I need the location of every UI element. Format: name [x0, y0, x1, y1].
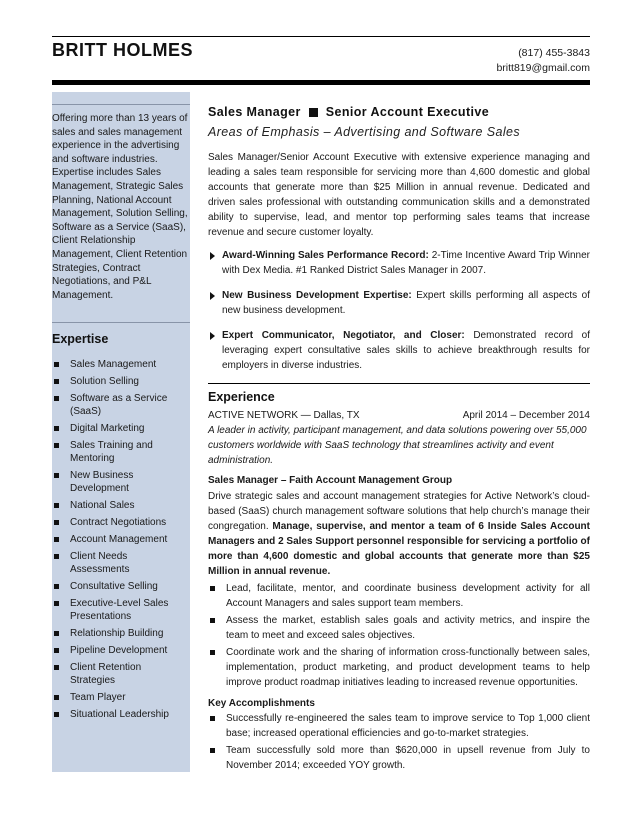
- skill-item: [52, 516, 188, 529]
- accomplishment-item: [208, 743, 590, 773]
- square-bullet-icon: [54, 537, 59, 542]
- square-bullet-icon: [54, 584, 59, 589]
- duty-item-text: Assess the market, establish sales goals and activity metrics, and inspire the team to meet and exceed sales objectives.: [226, 615, 590, 641]
- triangle-bullet-icon: [210, 252, 215, 260]
- skill-item-text: Sales Management: [70, 359, 157, 370]
- employer-row: [208, 410, 590, 421]
- skill-item-text: Executive-Level Sales Presentations: [70, 598, 169, 622]
- skill-item: [52, 533, 188, 546]
- phone-number: (817) 455-3843: [518, 47, 590, 59]
- square-bullet-icon: [210, 716, 215, 721]
- duty-item-text: Coordinate work and the sharing of information cross-functionally between sales, implementation, product marketing, and product development teams to help improve product roadmap initiatives leading to increased revenue opportunities.: [226, 647, 590, 688]
- title-left: Sales Manager: [208, 105, 301, 119]
- professional-summary: Sales Manager/Senior Account Executive with extensive experience managing and leading a sales team responsible for servicing more than 4,600 domestic and global accounts that generate more than $25 Million in annual revenue. Dedicated and driven sales professional with outstanding communication skills and a demonstrated ability to supervise, lead, and mentor top performing sales teams that increase revenue and secure customer loyalty.: [208, 152, 590, 238]
- triangle-bullet-icon: [210, 292, 215, 300]
- highlight-item: [208, 328, 590, 373]
- square-bullet-icon: [210, 650, 215, 655]
- square-bullet-icon: [210, 586, 215, 591]
- skill-item-text: Client Retention Strategies: [70, 662, 142, 686]
- square-bullet-icon: [54, 443, 59, 448]
- sidebar: [52, 92, 190, 772]
- expertise-heading: Expertise: [52, 332, 109, 346]
- square-bullet-icon: [54, 503, 59, 508]
- highlight-item: [208, 288, 590, 318]
- highlight-text: Expert skills performing all aspects of new business development.: [222, 290, 591, 316]
- skill-item-text: Relationship Building: [70, 628, 164, 639]
- skill-item: [52, 422, 188, 435]
- square-bullet-icon: [210, 618, 215, 623]
- main-content: [208, 104, 590, 775]
- duty-item: [208, 581, 590, 611]
- sidebar-top-rule: [52, 104, 190, 105]
- highlight-text: 2-Time Incentive Award Trip Winner with Dex Media. #1 Ranked District Sales Manager in 2007.: [222, 250, 590, 276]
- skill-item: [52, 661, 188, 687]
- duty-item: [208, 613, 590, 643]
- duties-list: [208, 581, 590, 690]
- resume-header: [52, 40, 590, 78]
- employment-dates: April 2014 – December 2014: [462, 410, 590, 421]
- role-description-plain: Drive strategic sales and account management strategies for Active Network’s cloud-based (SaaS) church management software solutions that help church’s manage their congregation.: [208, 491, 590, 532]
- skill-item-text: New Business Development: [70, 470, 134, 494]
- areas-of-emphasis: Areas of Emphasis – Advertising and Software Sales: [208, 125, 521, 139]
- skill-item-text: Account Management: [70, 534, 168, 545]
- square-bullet-icon: [54, 648, 59, 653]
- accomplishment-item: [208, 711, 590, 741]
- contact-block: [496, 46, 590, 76]
- skill-item-text: Team Player: [70, 692, 126, 703]
- square-bullet-icon: [210, 748, 215, 753]
- sidebar-divider: [52, 322, 190, 323]
- role-description: [208, 489, 590, 579]
- skill-item-text: Consultative Selling: [70, 581, 158, 592]
- highlights-list: [208, 248, 590, 373]
- square-bullet-icon: [54, 379, 59, 384]
- candidate-name: BRITT HOLMES: [52, 40, 193, 60]
- square-bullet-icon: [54, 601, 59, 606]
- square-bullet-icon: [54, 473, 59, 478]
- square-separator-icon: [309, 108, 318, 117]
- skill-item-text: Digital Marketing: [70, 423, 145, 434]
- highlight-label: New Business Development Expertise:: [222, 290, 412, 301]
- accomplishment-item-text: Successfully re-engineered the sales team to improve service to Top 1,000 client base; increased operational efficiencies and go-to-market strategies.: [226, 713, 590, 739]
- skill-item: [52, 469, 188, 495]
- title-right: Senior Account Executive: [325, 105, 490, 119]
- square-bullet-icon: [54, 665, 59, 670]
- skill-item: [52, 691, 188, 704]
- square-bullet-icon: [54, 426, 59, 431]
- header-bottom-rule: [52, 80, 590, 85]
- triangle-bullet-icon: [210, 332, 215, 340]
- skill-item: [52, 499, 188, 512]
- skill-item: [52, 597, 188, 623]
- skill-item: [52, 644, 188, 657]
- experience-rule: [208, 383, 590, 384]
- square-bullet-icon: [54, 396, 59, 401]
- square-bullet-icon: [54, 695, 59, 700]
- duty-item: [208, 645, 590, 690]
- accomplishments-heading: Key Accomplishments: [208, 698, 315, 709]
- skill-item: [52, 627, 188, 640]
- skill-item: [52, 580, 188, 593]
- skill-item: [52, 708, 188, 721]
- square-bullet-icon: [54, 554, 59, 559]
- highlight-label: Expert Communicator, Negotiator, and Closer:: [222, 330, 465, 341]
- skill-item-text: Client Needs Assessments: [70, 551, 130, 575]
- skill-item-text: Contract Negotiations: [70, 517, 167, 528]
- square-bullet-icon: [54, 520, 59, 525]
- accomplishments-list: [208, 711, 590, 773]
- job-title-row: [208, 104, 590, 120]
- accomplishment-item-text: Team successfully sold more than $620,000 in upsell revenue from July to November 2014; exceeded YOY growth.: [226, 745, 590, 771]
- skill-item: [52, 550, 188, 576]
- experience-heading: Experience: [208, 390, 275, 404]
- email-address: britt819@gmail.com: [496, 62, 590, 74]
- square-bullet-icon: [54, 631, 59, 636]
- skill-item: [52, 358, 188, 371]
- duty-item-text: Lead, facilitate, mentor, and coordinate business development activity for all Account Managers and sales support team members.: [226, 583, 590, 609]
- role-description-bold: Manage, supervise, and mentor a team of 6 Inside Sales Account Managers and 2 Sales Support personnel responsible for servicing a portfolio of more than 4,600 domestic and global accounts that generate more than $25 Million in annual revenue.: [208, 521, 590, 577]
- skill-item-text: Situational Leadership: [70, 709, 169, 720]
- role-title: Sales Manager – Faith Account Management Group: [208, 475, 453, 486]
- skill-item: [52, 392, 188, 418]
- square-bullet-icon: [54, 712, 59, 717]
- skill-item-text: Solution Selling: [70, 376, 139, 387]
- skill-item: [52, 439, 188, 465]
- skill-item-text: Sales Training and Mentoring: [70, 440, 153, 464]
- employer-name: ACTIVE NETWORK — Dallas, TX: [208, 410, 360, 421]
- header-top-rule: [52, 36, 590, 37]
- highlight-item: [208, 248, 590, 278]
- sidebar-summary-text: Offering more than 13 years of sales and sales management experience in the advertising and software industries. Expertise includes Sales Management, Strategic Sales Planning, National Account Management, Solution Selling, Software as a Service (SaaS), Client Relationship Management, Client Retention Strategies, Contract Negotiations, and P&L Management.: [52, 113, 188, 301]
- square-bullet-icon: [54, 362, 59, 367]
- skill-item-text: National Sales: [70, 500, 135, 511]
- employer-description: A leader in activity, participant management, and data solutions powering over 55,000 customers worldwide with SaaS technology that streamlines activity and event administration.: [208, 425, 587, 466]
- skill-item-text: Software as a Service (SaaS): [70, 393, 168, 417]
- highlight-text: Demonstrated record of leveraging expert consultative sales skills to achieve breakthrough results for employers in diverse industries.: [222, 330, 590, 371]
- sidebar-summary: [52, 112, 188, 302]
- skill-item: [52, 375, 188, 388]
- skill-item-text: Pipeline Development: [70, 645, 168, 656]
- highlight-label: Award-Winning Sales Performance Record:: [222, 250, 429, 261]
- expertise-list: [52, 358, 188, 725]
